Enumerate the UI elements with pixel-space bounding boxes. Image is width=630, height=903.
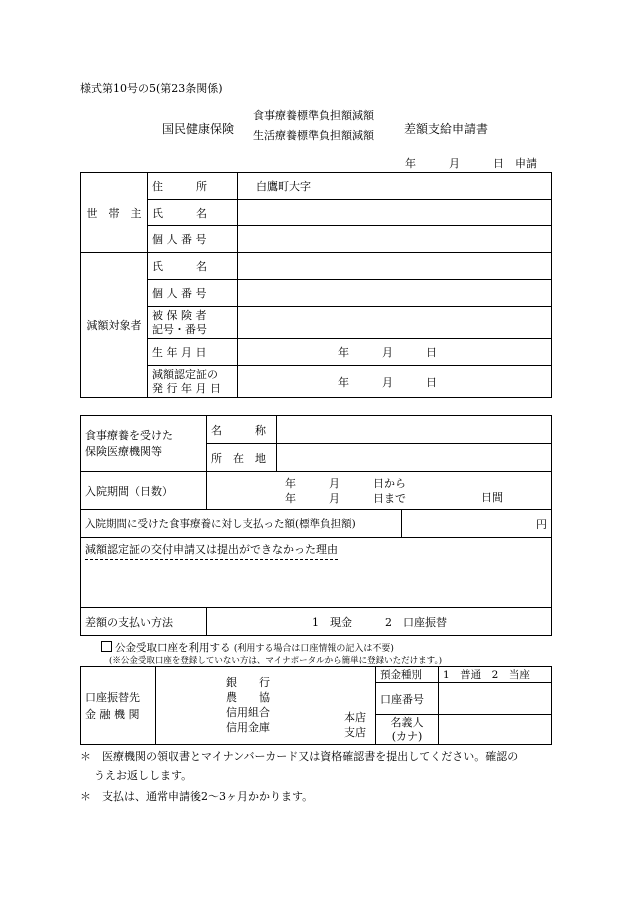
public-account-note1: (利用する場合は口座情報の記入は不要)	[233, 644, 394, 654]
target-name-field[interactable]	[238, 253, 552, 280]
hospital-label: 食事療養を受けた 保険医療機関等	[81, 416, 207, 472]
payment-method-options[interactable]: 1 現金 2 口座振替	[207, 608, 552, 636]
householder-label: 世 帯 主	[81, 173, 148, 253]
householder-name-label: 氏 名	[148, 200, 238, 226]
public-account-label: 公金受取口座を利用する	[115, 642, 231, 654]
hospital-address-field[interactable]	[277, 444, 552, 472]
title-line-2: 生活療養標準負担額減額	[253, 129, 374, 142]
applicant-table	[80, 172, 552, 398]
householder-id-field[interactable]	[238, 226, 552, 253]
householder-id-label: 個 人 番 号	[148, 226, 238, 253]
note-2: ＊ 支払は、通常申請後2〜3ヶ月かかります。	[80, 790, 314, 803]
target-label: 減額対象者	[81, 253, 148, 398]
cert-issue-date-label: 減額認定証の 発 行 年 月 日	[148, 366, 238, 398]
branch-main: 本店	[344, 711, 366, 724]
birth-date-field[interactable]: 年 月 日	[238, 339, 552, 366]
householder-name-field[interactable]	[238, 200, 552, 226]
bank-type-credit-union: 信用組合	[226, 706, 270, 719]
bank-type-agri: 農 協	[226, 691, 270, 704]
reason-label: 減額認定証の交付申請又は提出ができなかった理由	[85, 541, 338, 560]
payment-method-label: 差額の支払い方法	[81, 608, 207, 636]
title-line-1: 食事療養標準負担額減額	[253, 109, 374, 122]
title-suffix: 差額支給申請書	[404, 122, 489, 136]
householder-address-field[interactable]	[238, 173, 552, 200]
branch-sub: 支店	[344, 726, 366, 739]
public-account-note2: (※公金受取口座を登録していない方は、マイナポータルから簡単に登録いただけます。)	[109, 656, 443, 666]
admission-from: 年 月 日から	[285, 476, 406, 490]
claim-table	[80, 415, 552, 636]
public-account-checkbox[interactable]	[101, 641, 112, 652]
householder-address-label: 住 所	[148, 173, 238, 200]
insured-number-label: 被 保 険 者 記号・番号	[148, 307, 238, 339]
note-1-line-1: ＊ 医療機関の領収書とマイナンバーカード又は資格確認書を提出してください。確認の	[80, 750, 519, 763]
payment-amount-label: 入院期間に受けた食事療養に対し支払った額(標準負担額)	[81, 510, 402, 538]
reason-field[interactable]	[81, 538, 552, 608]
hospital-name-field[interactable]	[277, 416, 552, 444]
account-holder-field[interactable]	[439, 715, 552, 745]
insured-number-field[interactable]	[238, 307, 552, 339]
yen-unit: 円	[536, 517, 547, 531]
cert-issue-date-field[interactable]: 年 月 日	[238, 366, 552, 398]
bank-type-credit-bank: 信用金庫	[226, 721, 270, 734]
bank-type-bank: 銀 行	[226, 676, 270, 689]
payment-amount-field[interactable]	[402, 510, 552, 538]
bank-label: 口座振替先 金 融 機 関	[81, 667, 156, 745]
admission-label: 入院期間（日数）	[81, 472, 207, 510]
note-1-line-2: うえお返しします。	[94, 769, 193, 782]
bank-table	[80, 666, 552, 745]
birth-date-label: 生 年 月 日	[148, 339, 238, 366]
hospital-address-label: 所 在 地	[207, 444, 277, 472]
application-date[interactable]: 年 月 日 申請	[405, 157, 537, 170]
admission-period-field[interactable]	[207, 472, 552, 510]
deposit-type-label: 預金種別	[376, 667, 439, 683]
admission-to: 年 月 日まで	[285, 491, 406, 505]
target-id-field[interactable]	[238, 280, 552, 307]
insurance-name: 国民健康保険	[162, 122, 235, 136]
hospital-name-label: 名 称	[207, 416, 277, 444]
householder-address-value: 白鷹町大字	[256, 180, 311, 193]
form-number: 様式第10号の5(第23条関係)	[80, 82, 223, 95]
deposit-type-options[interactable]: 1 普通 2 当座	[439, 667, 552, 683]
public-account-row	[101, 640, 394, 655]
account-number-field[interactable]	[439, 683, 552, 715]
target-name-label: 氏 名	[148, 253, 238, 280]
account-holder-label: 名義人 (カナ)	[376, 715, 439, 745]
bank-name-field[interactable]	[156, 667, 376, 745]
target-id-label: 個 人 番 号	[148, 280, 238, 307]
account-number-label: 口座番号	[376, 683, 439, 715]
admission-days: 日間	[481, 491, 503, 504]
